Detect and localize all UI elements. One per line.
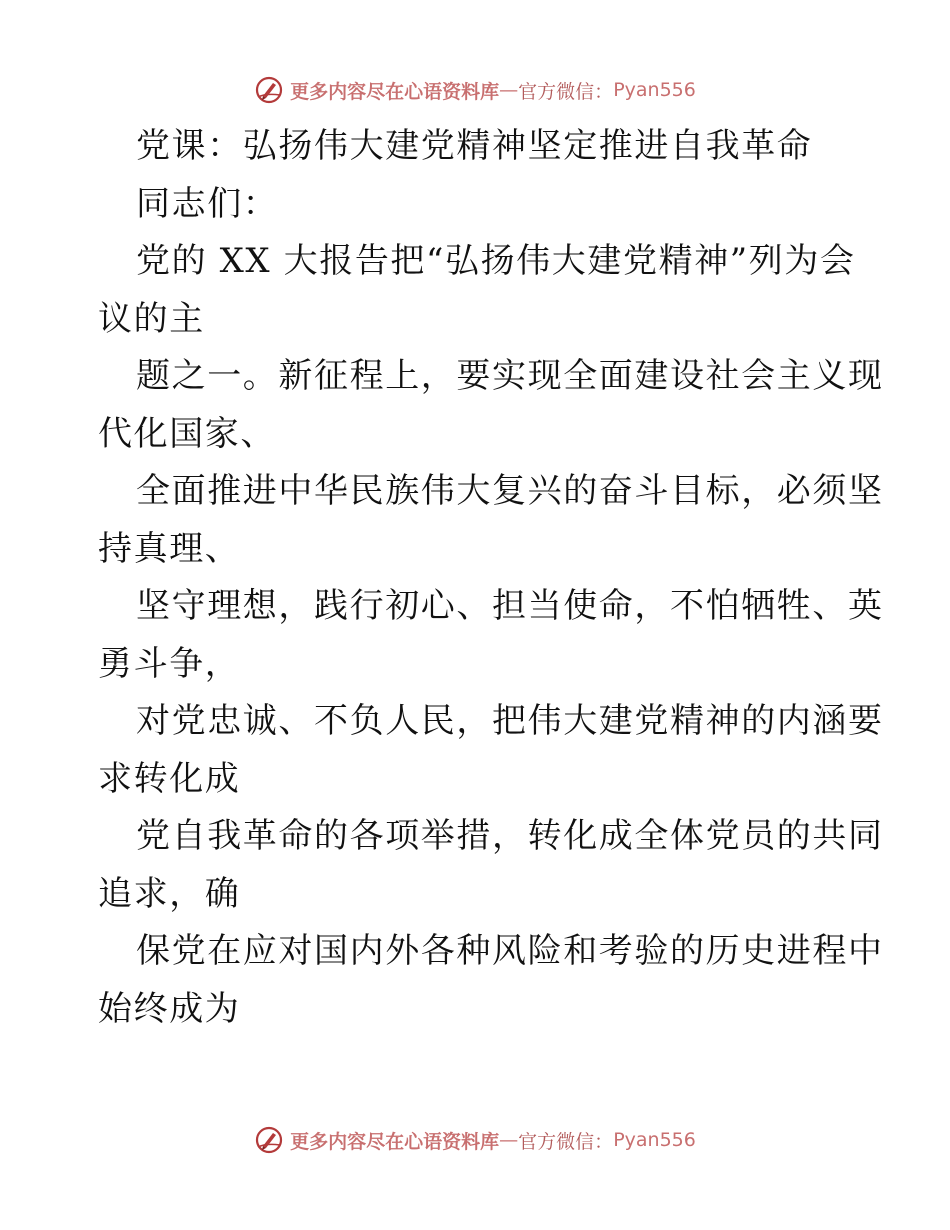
text-line: 议的主 bbox=[98, 298, 205, 339]
text-line: 党课：弘扬伟大建党精神坚定推进自我革命 bbox=[136, 126, 813, 166]
text-line: 求转化成 bbox=[98, 758, 241, 799]
watermark-label: 官方微信： bbox=[518, 80, 614, 103]
watermark-separator: — bbox=[499, 79, 519, 101]
watermark-wechat-id: Pyan556 bbox=[613, 79, 696, 101]
watermark-label: 官方微信： bbox=[518, 1130, 614, 1153]
text-line: 代化国家、 bbox=[98, 413, 276, 454]
text-line: 保党在应对国内外各种风险和考验的历史进程中 bbox=[136, 931, 884, 971]
text-line: 全面推进中华民族伟大复兴的奋斗目标，必须坚 bbox=[136, 471, 884, 511]
text-line: 对党忠诚、不负人民，把伟大建党精神的内涵要 bbox=[136, 701, 884, 741]
watermark-brand: 更多内容尽在心语资料库 bbox=[290, 80, 500, 103]
watermark-wechat-id: Pyan556 bbox=[613, 1129, 696, 1151]
text-line: 坚守理想，践行初心、担当使命，不怕牺牲、英 bbox=[136, 586, 884, 626]
footer-watermark bbox=[0, 1120, 950, 1160]
pen-logo-icon bbox=[254, 75, 284, 105]
text-line: 勇斗争， bbox=[98, 643, 241, 684]
text-line: 党的 XX 大报告把“弘扬伟大建党精神”列为会 bbox=[136, 241, 856, 281]
text-line: 追求，确 bbox=[98, 873, 241, 914]
text-line: 始终成为 bbox=[98, 988, 241, 1029]
text-line: 党自我革命的各项举措，转化成全体党员的共同 bbox=[136, 816, 884, 856]
watermark-brand: 更多内容尽在心语资料库 bbox=[290, 1130, 500, 1153]
text-line: 同志们： bbox=[136, 183, 279, 224]
text-line: 持真理、 bbox=[98, 528, 241, 569]
watermark-separator: — bbox=[499, 1129, 519, 1151]
pen-logo-icon bbox=[254, 1125, 284, 1155]
header-watermark bbox=[0, 70, 950, 110]
text-line: 题之一。新征程上，要实现全面建设社会主义现 bbox=[136, 356, 884, 396]
document-body bbox=[98, 118, 884, 1038]
